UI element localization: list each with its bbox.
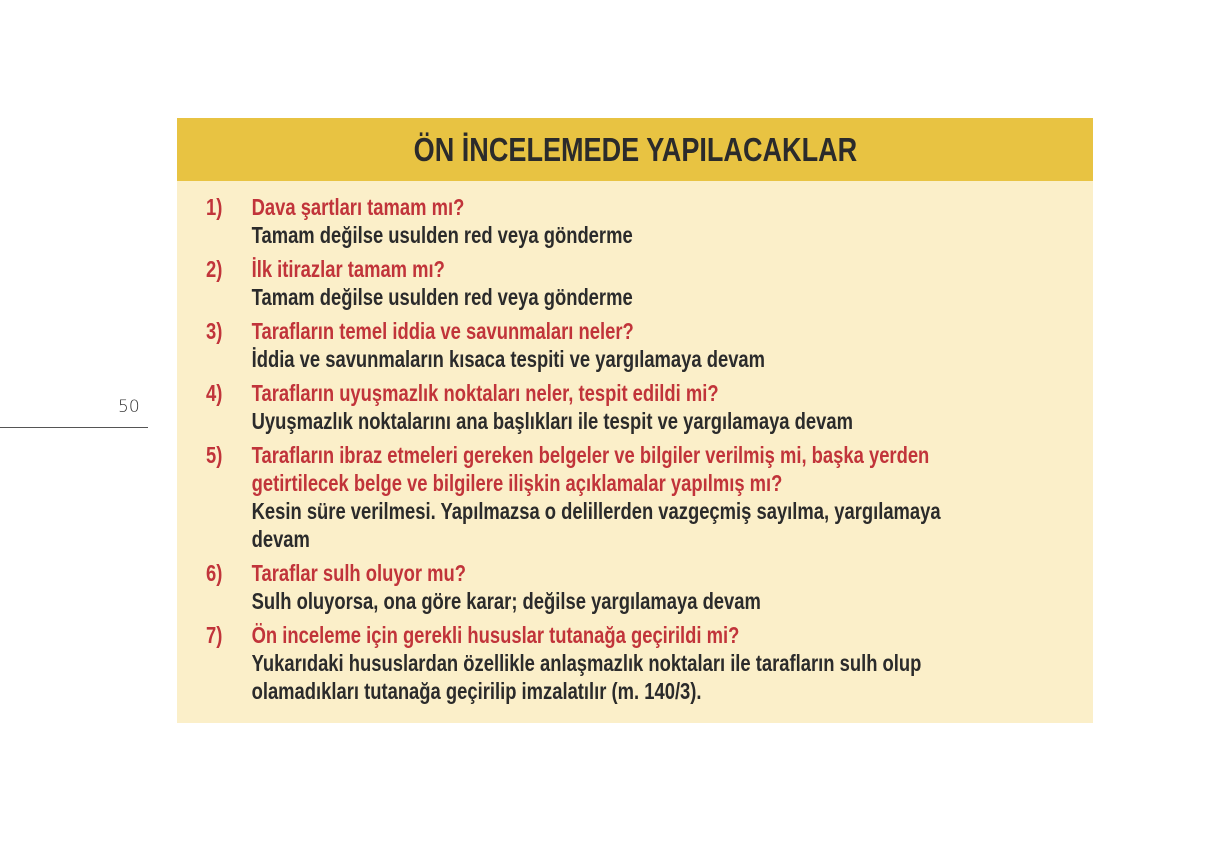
checklist-item — [206, 317, 1086, 373]
item-number: 1) — [206, 194, 223, 220]
item-answer: Yukarıdaki hususlardan özellikle anlaşmazlık noktaları ile tarafların sulh olup — [251, 650, 922, 676]
item-number: 7) — [206, 622, 223, 648]
item-question: Tarafların ibraz etmeleri gereken belgeler ve bilgiler verilmiş mi, başka yerden — [251, 442, 930, 468]
item-question: Tarafların uyuşmazlık noktaları neler, tespit edildi mi? — [251, 380, 719, 406]
checklist-item — [206, 441, 1086, 553]
checklist-title: ÖN İNCELEMEDE YAPILACAKLAR — [413, 130, 857, 168]
checklist-item — [206, 379, 1086, 435]
item-answer: olamadıkları tutanağa geçirilip imzalatılır (m. 140/3). — [251, 678, 702, 704]
checklist-item — [206, 621, 1086, 705]
checklist-header — [177, 118, 1093, 181]
item-number: 5) — [206, 442, 223, 468]
item-number: 3) — [206, 318, 223, 344]
item-question: Taraflar sulh oluyor mu? — [251, 560, 466, 586]
item-answer: Kesin süre verilmesi. Yapılmazsa o delillerden vazgeçmiş sayılma, yargılamaya — [251, 498, 941, 524]
page-number-rule — [0, 427, 148, 428]
item-answer: Sulh oluyorsa, ona göre karar; değilse yargılamaya devam — [251, 588, 761, 614]
item-question: İlk itirazlar tamam mı? — [251, 256, 445, 282]
checklist-box — [177, 118, 1093, 723]
checklist-items — [206, 193, 1086, 711]
checklist-item — [206, 255, 1086, 311]
item-number: 4) — [206, 380, 223, 406]
checklist-item — [206, 193, 1086, 249]
item-number: 6) — [206, 560, 223, 586]
item-answer: Tamam değilse usulden red veya gönderme — [251, 284, 633, 310]
item-answer: Uyuşmazlık noktalarını ana başlıkları ile tespit ve yargılamaya devam — [251, 408, 853, 434]
page-number: 50 — [118, 397, 140, 417]
item-answer: İddia ve savunmaların kısaca tespiti ve yargılamaya devam — [251, 346, 766, 372]
item-question: getirtilecek belge ve bilgilere ilişkin açıklamalar yapılmış mı? — [251, 470, 783, 496]
item-number: 2) — [206, 256, 223, 282]
item-question: Ön inceleme için gerekli hususlar tutanağa geçirildi mi? — [251, 622, 740, 648]
item-question: Tarafların temel iddia ve savunmaları neler? — [251, 318, 634, 344]
item-answer: devam — [251, 526, 310, 552]
item-answer: Tamam değilse usulden red veya gönderme — [251, 222, 633, 248]
checklist-item — [206, 559, 1086, 615]
item-question: Dava şartları tamam mı? — [251, 194, 465, 220]
